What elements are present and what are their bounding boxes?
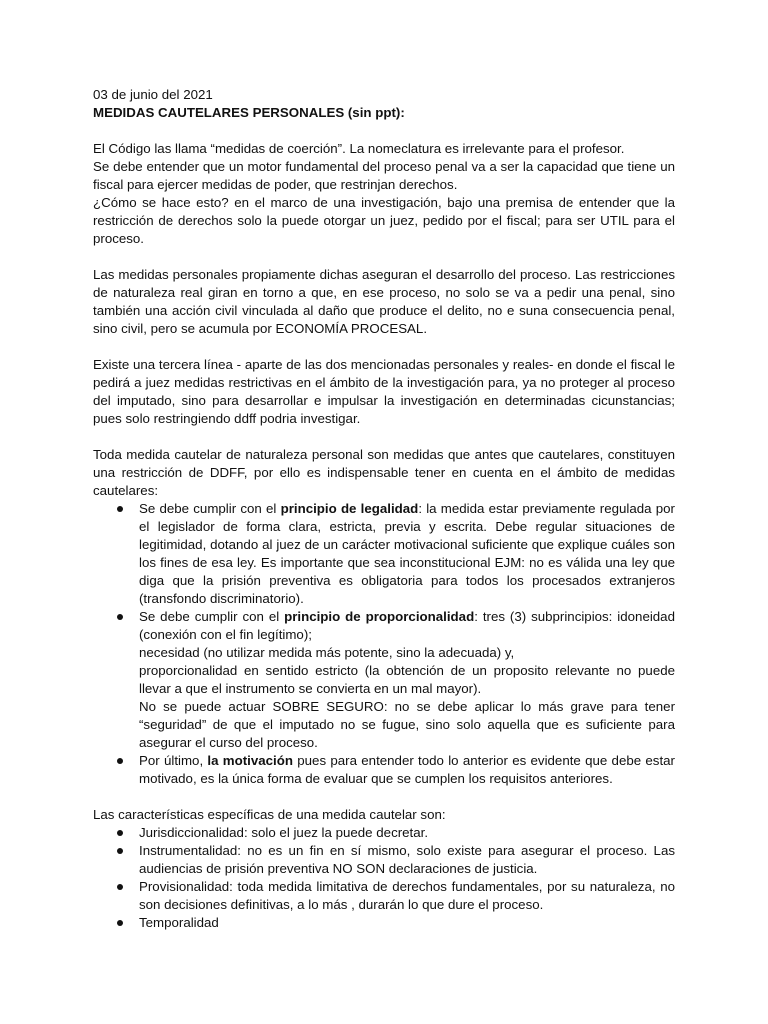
- bullet-icon: [117, 830, 123, 836]
- bullet-icon: [117, 758, 123, 764]
- principles-list: [93, 500, 675, 788]
- bullet-icon: [117, 506, 123, 512]
- list-item-provisionalidad: Provisionalidad: toda medida limitativa de derechos fundamentales, por su naturaleza, no son decisiones definitivas, a lo más , durarán lo que dure el proceso.: [93, 878, 675, 914]
- bullet-icon: [117, 920, 123, 926]
- intro-line-1: El Código las llama “medidas de coerción”. La nomeclatura es irrelevante para el profesor.: [93, 141, 625, 156]
- note-sobre-seguro: No se puede actuar SOBRE SEGURO: no se debe aplicar lo más grave para tener “seguridad” de que el imputado no se fugue, sino solo aquella que es suficiente para asegurar el curso del proceso.: [139, 699, 675, 750]
- bullet-icon: [117, 884, 123, 890]
- subprinciple-necesidad: necesidad (no utilizar medida más potente, sino la adecuada) y,: [139, 645, 515, 660]
- list-item-temporalidad: Temporalidad: [93, 914, 675, 932]
- characteristics-list: [93, 824, 675, 932]
- intro-paragraph-2: Se debe entender que un motor fundamental del proceso penal va a ser la capacidad que tiene un fiscal para ejercer medidas de poder, que restrinjan derechos.: [93, 159, 675, 192]
- document-body: [93, 86, 675, 932]
- list-item-legalidad: Se debe cumplir con el principio de legalidad: la medida estar previamente regulada por el legislador de forma clara, estricta, previa y escrita. Debe regular situaciones de legitimidad, dotando al juez de un carácter motivacional suficiente que explique cuáles son los fines de esa ley. Es importante que sea inconstitucional EJM: no es válida una ley que diga que la prisión preventiva es obligatoria para todos los procesados extranjeros (transfondo discriminatorio).: [93, 500, 675, 608]
- bullet-icon: [117, 848, 123, 854]
- list-item-jurisdiccionalidad: Jurisdiccionalidad: solo el juez la puede decretar.: [93, 824, 675, 842]
- paragraph-caracteristicas: Las características específicas de una medida cautelar son:: [93, 807, 446, 822]
- subprinciple-proporcionalidad-estricta: proporcionalidad en sentido estricto (la obtención de un proposito relevante no puede llevar a que el instrumento se convierta en un mal mayor).: [139, 663, 675, 696]
- document-title: MEDIDAS CAUTELARES PERSONALES (sin ppt):: [93, 105, 405, 120]
- bold-term-legalidad: principio de legalidad: [280, 501, 419, 516]
- date-line: 03 de junio del 2021: [93, 87, 213, 102]
- bold-term-motivacion: la motivación: [207, 753, 293, 768]
- bullet-icon: [117, 614, 123, 620]
- list-item-instrumentalidad: Instrumentalidad: no es un fin en sí mismo, solo existe para asegurar el proceso. Las audiencias de prisión preventiva NO SON declaraciones de justicia.: [93, 842, 675, 878]
- bold-term-proporcionalidad: principio de proporcionalidad: [284, 609, 475, 624]
- list-item-motivacion: Por último, la motivación pues para entender todo lo anterior es evidente que debe estar motivado, es la única forma de evaluar que se cumplen los requisitos anteriores.: [93, 752, 675, 788]
- paragraph-tercera-linea: Existe una tercera línea - aparte de las dos mencionadas personales y reales- en donde el fiscal le pedirá a juez medidas restrictivas en el ámbito de la investigación para, ya no proteger al proceso del imputado, sino para desarrollar e impulsar la investigación en determinadas cicunstancias; pues solo restringiendo ddff podria investigar.: [93, 357, 675, 426]
- paragraph-medidas-personales: Las medidas personales propiamente dichas aseguran el desarrollo del proceso. Las restricciones de naturaleza real giran en torno a que, en ese proceso, no solo se va a pedir una penal, sino también una acción civil vinculada al daño que produce el delito, no e suna consecuencia penal, sino civil, pero se acumula por ECONOMÍA PROCESAL.: [93, 267, 675, 336]
- intro-paragraph-3: ¿Cómo se hace esto? en el marco de una investigación, bajo una premisa de entender que la restricción de derechos solo la puede otorgar un juez, pedido por el fiscal; para ser UTIL para el proceso.: [93, 195, 675, 246]
- list-item-proporcionalidad: Se debe cumplir con el principio de proporcionalidad: tres (3) subprincipios: idoneidad (conexión con el fin legítimo); necesidad (no utilizar medida más potente, sino la adecuada) y, proporcionalidad en sentido estricto (la obtención de un proposito relevante no puede llevar a que el instrumento se convierta en un mal mayor). No se puede actuar SOBRE SEGURO: no se debe aplicar lo más grave para tener “seguridad” de que el imputado no se fugue, sino solo aquella que es suficiente para asegurar el curso del proceso.: [93, 608, 675, 752]
- paragraph-toda-medida: Toda medida cautelar de naturaleza personal son medidas que antes que cautelares, constituyen una restricción de DDFF, por ello es indispensable tener en cuenta en el ámbito de medidas cautelares:: [93, 447, 675, 498]
